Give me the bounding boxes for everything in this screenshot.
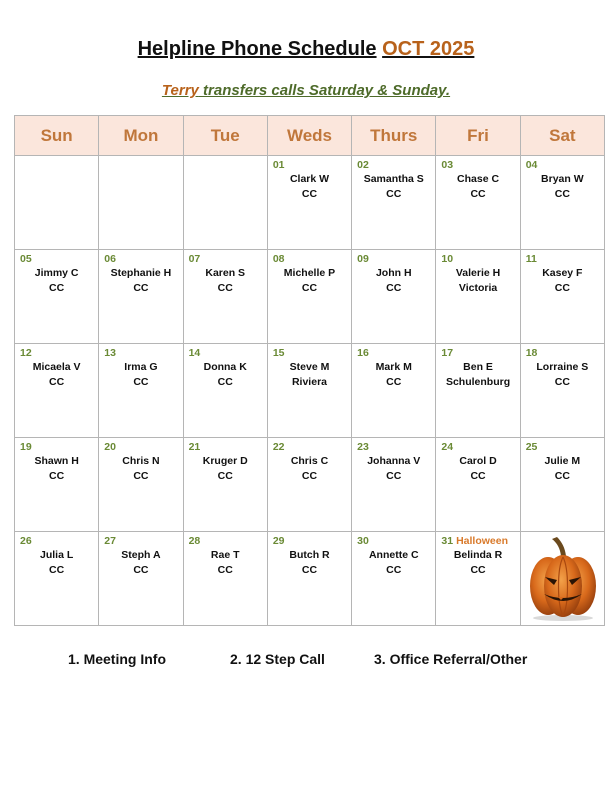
weekday-header: Sat [520, 116, 604, 156]
volunteer-name: Shawn H [34, 455, 79, 467]
day-number: 01 [272, 159, 285, 171]
title-main: Helpline Phone Schedule [137, 38, 377, 60]
calendar-cell [183, 438, 267, 532]
volunteer-name: Lorraine S [536, 361, 589, 373]
calendar-table [14, 115, 605, 626]
weekday-header: Fri [436, 116, 520, 156]
day-number: 15 [272, 347, 285, 359]
calendar-cell [15, 344, 99, 438]
calendar-cell [183, 250, 267, 344]
calendar-cell [99, 344, 183, 438]
pumpkin-icon [527, 534, 599, 622]
calendar-cell [520, 250, 604, 344]
legend-item-meeting-info: 1. Meeting Info [68, 651, 166, 667]
day-number: 23 [357, 441, 369, 453]
volunteer-name: Chris C [290, 455, 329, 467]
volunteer-name: Kasey F [542, 267, 583, 279]
weekday-header-row [15, 116, 605, 156]
calendar-cell [352, 250, 436, 344]
volunteer-name: Belinda R [453, 549, 503, 561]
coverage-label: CC [470, 563, 486, 576]
day-number: 12 [20, 347, 32, 359]
coverage-label: CC [301, 281, 318, 294]
day-number: 13 [104, 347, 116, 359]
calendar-cell [436, 156, 520, 250]
day-number: 06 [104, 253, 116, 265]
legend-item-12-step-call: 2. 12 Step Call [230, 651, 325, 667]
day-number: 02 [357, 159, 369, 171]
coverage-label: CC [133, 281, 149, 294]
day-number: 16 [357, 347, 369, 359]
volunteer-name: Irma G [124, 361, 158, 373]
legend-item-office-referral: 3. Office Referral/Other [374, 651, 528, 667]
volunteer-name: Annette C [368, 549, 419, 561]
coverage-label: CC [301, 563, 318, 576]
calendar-cell [352, 438, 436, 532]
day-number: 18 [525, 347, 538, 359]
coverage-label: CC [49, 375, 65, 388]
title-month: OCT 2025 [382, 38, 475, 60]
volunteer-name: Rae T [210, 549, 240, 561]
day-number: 27 [104, 535, 116, 547]
volunteer-name: Valerie H [455, 267, 501, 279]
weekday-header: Tue [183, 116, 267, 156]
volunteer-name: Carol D [459, 455, 497, 467]
volunteer-name: Butch R [289, 549, 330, 561]
day-number-value: 31 [441, 535, 454, 547]
day-number: 10 [441, 253, 454, 265]
calendar-cell [15, 250, 99, 344]
day-number: 22 [272, 441, 285, 453]
weekday-header: Weds [267, 116, 351, 156]
coverage-label: Riviera [291, 375, 327, 388]
calendar-cell [436, 438, 520, 532]
weekday-header: Mon [99, 116, 183, 156]
page-title [0, 38, 612, 61]
day-number: 11 [525, 253, 537, 265]
calendar-week-row [15, 532, 605, 626]
day-number: 08 [272, 253, 285, 265]
day-number: 17 [441, 347, 454, 359]
calendar-cell [352, 344, 436, 438]
calendar-cell [267, 344, 351, 438]
volunteer-name: Donna K [203, 361, 247, 373]
coverage-label: CC [49, 469, 65, 482]
volunteer-name: Mark M [375, 361, 412, 373]
coverage-label: CC [386, 469, 402, 482]
calendar-cell [352, 532, 436, 626]
calendar-cell [99, 438, 183, 532]
volunteer-name: John H [375, 267, 412, 279]
coverage-label: CC [133, 375, 149, 388]
coverage-label: CC [470, 187, 486, 200]
weekday-header: Sun [15, 116, 99, 156]
coverage-label: CC [217, 375, 233, 388]
calendar-cell [267, 438, 351, 532]
coverage-label: Schulenburg [445, 375, 511, 388]
coverage-label: CC [470, 469, 486, 482]
day-number: 19 [20, 441, 32, 453]
volunteer-name: Bryan W [541, 173, 584, 185]
coverage-label: CC [49, 563, 65, 576]
calendar-cell [267, 156, 351, 250]
day-number: 20 [104, 441, 116, 453]
calendar-cell [352, 156, 436, 250]
day-number: 05 [20, 253, 32, 265]
day-number: 25 [525, 441, 538, 453]
day-number [436, 532, 519, 548]
calendar-week-row [15, 250, 605, 344]
day-number: 07 [188, 253, 201, 265]
coverage-label: CC [554, 375, 570, 388]
calendar-cell-pumpkin [520, 532, 604, 626]
calendar-cell [267, 532, 351, 626]
calendar-cell [15, 532, 99, 626]
calendar-cell [183, 344, 267, 438]
volunteer-name: Chris N [122, 455, 160, 467]
calendar-cell-empty [183, 156, 267, 250]
calendar-cell [520, 156, 604, 250]
day-number: 04 [525, 159, 538, 171]
volunteer-name: Steph A [121, 549, 161, 561]
coverage-label: CC [301, 187, 318, 200]
volunteer-name: Ben E [463, 361, 493, 373]
volunteer-name: Julia L [40, 549, 74, 561]
coverage-label: CC [217, 469, 233, 482]
volunteer-name: Stephanie H [110, 267, 172, 279]
coverage-label: CC [554, 187, 570, 200]
volunteer-name: Johanna V [367, 455, 421, 467]
calendar-week-row [15, 156, 605, 250]
volunteer-name: Steve M [289, 361, 330, 373]
coverage-label: CC [301, 469, 318, 482]
coverage-label: CC [554, 469, 570, 482]
volunteer-name: Kruger D [202, 455, 248, 467]
coverage-label: CC [217, 281, 233, 294]
volunteer-name: Chase C [457, 173, 500, 185]
day-number: 30 [357, 535, 369, 547]
calendar-cell [99, 532, 183, 626]
weekday-header: Thurs [352, 116, 436, 156]
calendar-cell-empty [99, 156, 183, 250]
coverage-label: Victoria [458, 281, 498, 294]
transfer-note [0, 82, 612, 99]
calendar-cell [520, 344, 604, 438]
calendar-week-row [15, 438, 605, 532]
calendar-cell-halloween [436, 532, 520, 626]
calendar-cell [267, 250, 351, 344]
day-number: 09 [357, 253, 369, 265]
coverage-label: CC [133, 563, 149, 576]
calendar-cell [15, 438, 99, 532]
calendar-cell [436, 250, 520, 344]
volunteer-name: Michelle P [283, 267, 336, 279]
coverage-label: CC [386, 281, 402, 294]
coverage-label: CC [49, 281, 65, 294]
volunteer-name: Clark W [289, 173, 330, 185]
volunteer-name: Jimmy C [34, 267, 79, 279]
coverage-label: CC [386, 563, 402, 576]
calendar-cell [99, 250, 183, 344]
calendar-week-row [15, 344, 605, 438]
calendar-cell-empty [15, 156, 99, 250]
day-number: 14 [188, 347, 201, 359]
transfer-note-text: transfers calls Saturday & Sunday. [198, 82, 451, 99]
coverage-label: CC [554, 281, 570, 294]
calendar-cell [436, 344, 520, 438]
day-number: 03 [441, 159, 454, 171]
coverage-label: CC [386, 375, 402, 388]
day-number: 21 [188, 441, 201, 453]
day-number: 28 [188, 535, 201, 547]
calendar-cell [520, 438, 604, 532]
day-number: 29 [272, 535, 285, 547]
coverage-label: CC [133, 469, 149, 482]
transfer-note-name: Terry [161, 82, 199, 99]
coverage-label: CC [386, 187, 402, 200]
volunteer-name: Karen S [205, 267, 246, 279]
calendar-cell [183, 532, 267, 626]
day-number: 24 [441, 441, 454, 453]
volunteer-name: Samantha S [363, 173, 424, 185]
coverage-label: CC [217, 563, 233, 576]
volunteer-name: Julie M [544, 455, 581, 467]
day-number: 26 [20, 535, 32, 547]
holiday-label: Halloween [456, 535, 509, 547]
volunteer-name: Micaela V [32, 361, 81, 373]
